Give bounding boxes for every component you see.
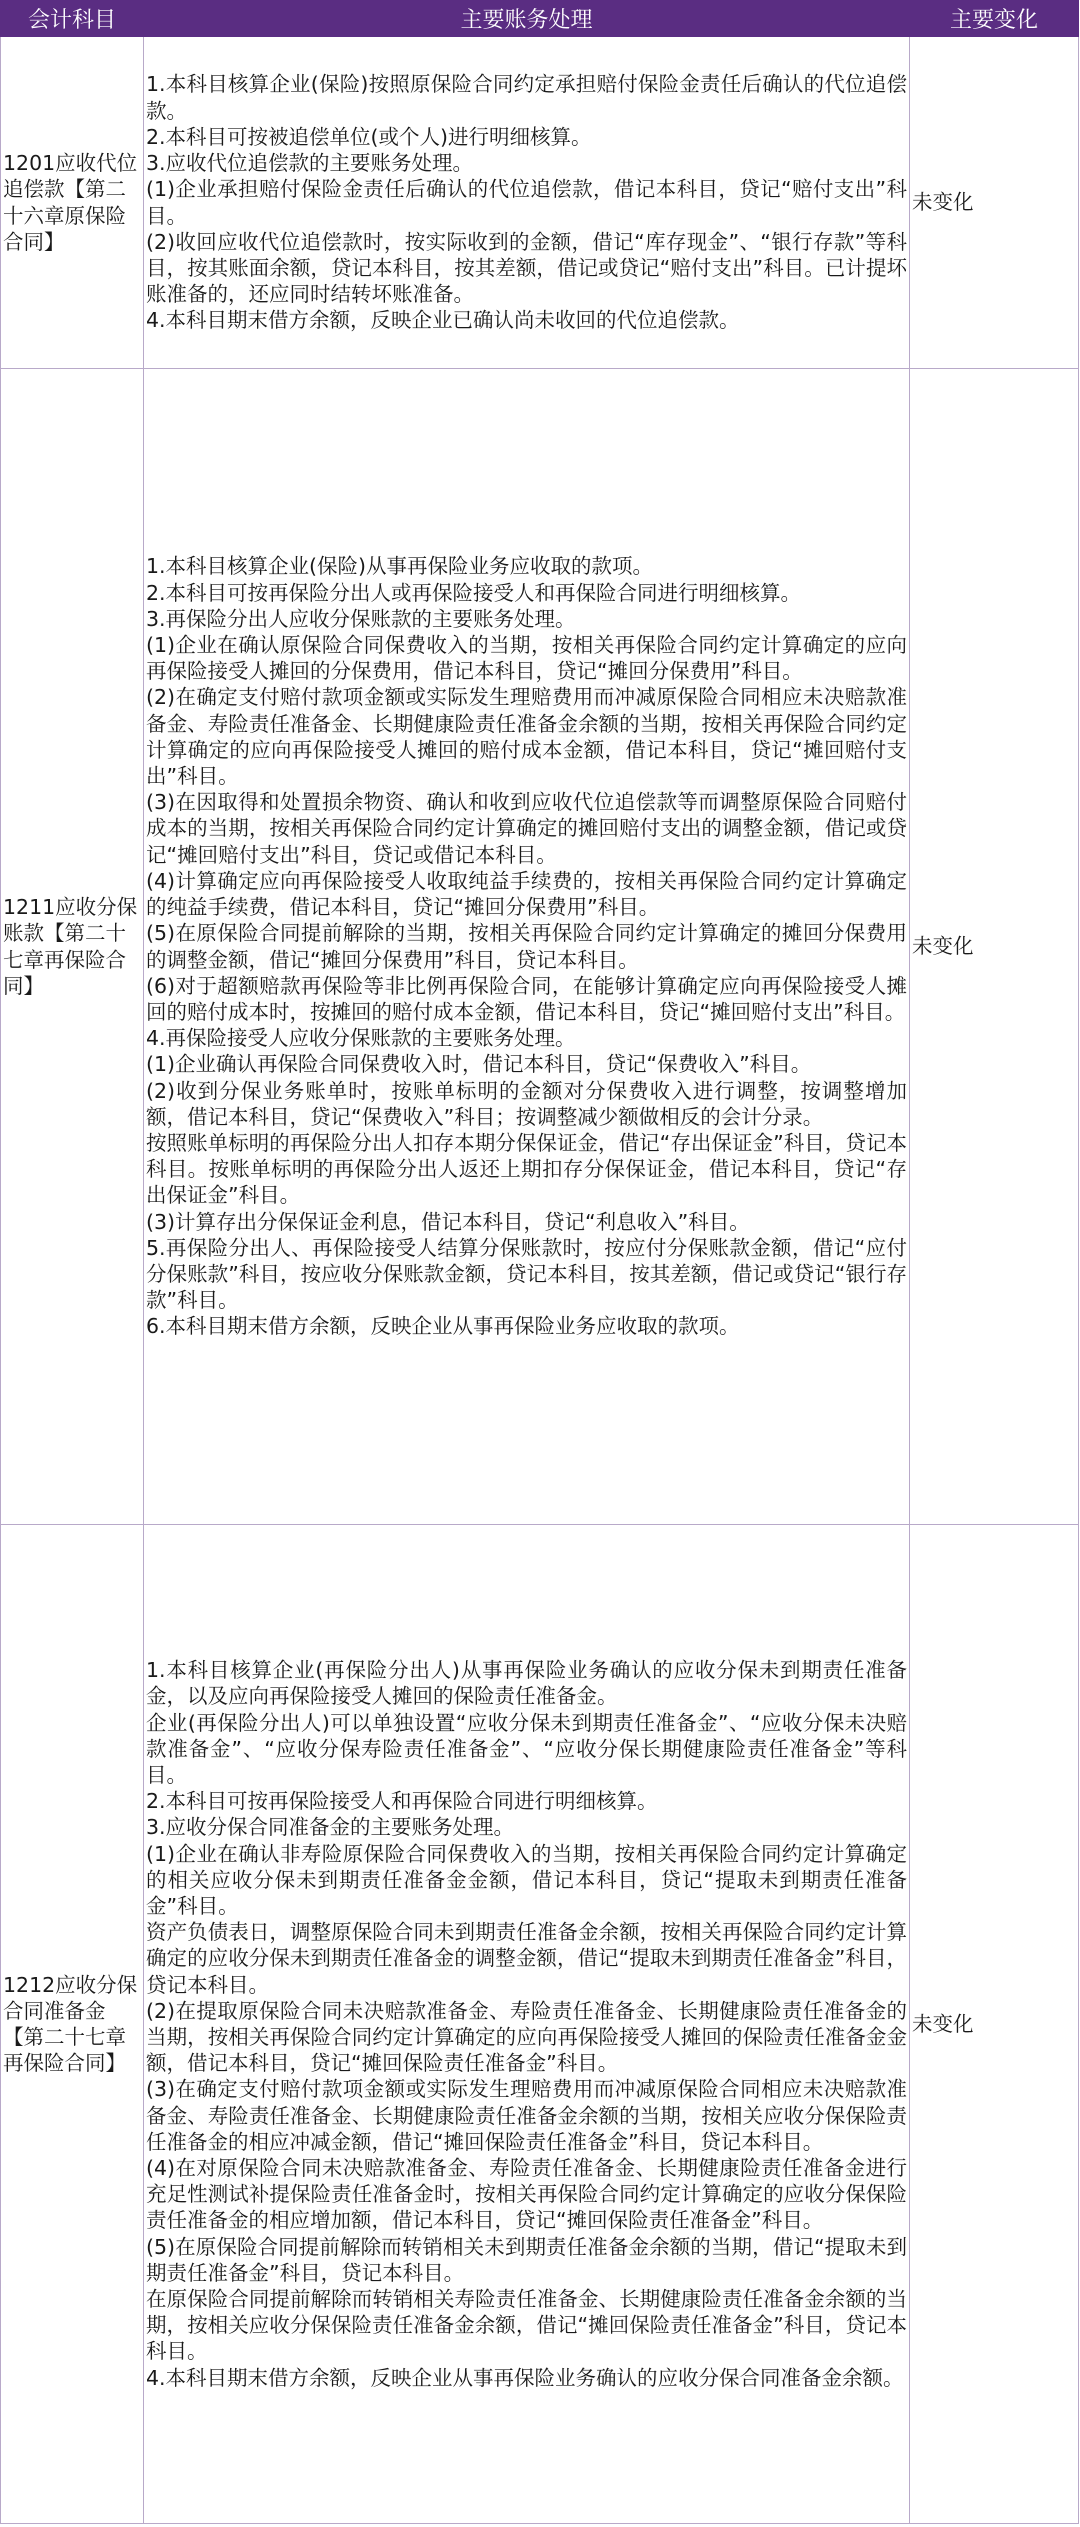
process-line: (5)在原保险合同提前解除而转销相关未到期责任准备金余额的当期，借记“提取未到期责任准备金”科目，贷记本科目。 xyxy=(146,2234,907,2285)
account-subject-cell: 1212应收分保合同准备金【第二十七章再保险合同】 xyxy=(1,1525,144,2524)
process-line: 5.再保险分出人、再保险接受人结算分保账款时，按应付分保账款金额，借记“应付分保账款”科目，按应收分保账款金额，贷记本科目，按其差额，借记或贷记“银行存款”科目。 xyxy=(146,1235,907,1313)
process-line: (3)计算存出分保保证金利息，借记本科目，贷记“利息收入”科目。 xyxy=(146,1209,750,1234)
main-change-cell: 未变化 xyxy=(910,369,1079,1525)
process-line: (1)企业承担赔付保险金责任后确认的代位追偿款，借记本科目，贷记“赔付支出”科目。 xyxy=(146,177,907,228)
process-line: 2.本科目可按被追偿单位(或个人)进行明细核算。 xyxy=(146,124,592,149)
table-row xyxy=(1,1525,1079,2524)
process-line: 4.本科目期末借方余额，反映企业从事再保险业务确认的应收分保合同准备金余额。 xyxy=(146,2365,904,2390)
process-line: 资产负债表日，调整原保险合同未到期责任准备金余额，按相关再保险合同约定计算确定的应收分保未到期责任准备金的调整金额，借记“提取未到期责任准备金”科目，贷记本科目。 xyxy=(146,1920,907,1997)
header-main-change: 主要变化 xyxy=(910,1,1079,37)
header-main-accounting: 主要账务处理 xyxy=(144,1,910,37)
process-line: (4)计算确定应向再保险接受人收取纯益手续费的，按相关再保险合同约定计算确定的纯益手续费，借记本科目，贷记“摊回分保费用”科目。 xyxy=(146,868,907,920)
process-line: (2)在确定支付赔付款项金额或实际发生理赔费用而冲减原保险合同相应未决赔款准备金、寿险责任准备金、长期健康险责任准备金余额的当期，按相关再保险合同约定计算确定的应向再保险接受人摊回的赔付成本金额，借记本科目，贷记“摊回赔付支出”科目。 xyxy=(146,685,907,789)
process-line: 3.再保险分出人应收分保账款的主要账务处理。 xyxy=(146,606,576,631)
process-line: 1.本科目核算企业(保险)从事再保险业务应收取的款项。 xyxy=(146,554,654,579)
process-line: (1)企业确认再保险合同保费收入时，借记本科目，贷记“保费收入”科目。 xyxy=(146,1052,812,1077)
process-line: 1.本科目核算企业(保险)按照原保险合同约定承担赔付保险金责任后确认的代位追偿款。 xyxy=(146,72,907,123)
process-line: (2)在提取原保险合同未决赔款准备金、寿险责任准备金、长期健康险责任准备金的当期，按相关再保险合同约定计算确定的应向再保险接受人摊回的保险责任准备金金额，借记本科目，贷记“摊回保险责任准备金”科目。 xyxy=(146,1998,907,2076)
process-line: 3.应收代位追偿款的主要账务处理。 xyxy=(146,151,474,176)
process-line: 2.本科目可按再保险接受人和再保险合同进行明细核算。 xyxy=(146,1789,658,1814)
process-line: (2)收到分保业务账单时，按账单标明的金额对分保费收入进行调整，按调整增加额，借记本科目，贷记“保费收入”科目；按调整减少额做相反的会计分录。 xyxy=(146,1078,907,1129)
process-line: 1.本科目核算企业(再保险分出人)从事再保险业务确认的应收分保未到期责任准备金，以及应向再保险接受人摊回的保险责任准备金。 xyxy=(146,1658,907,1709)
accounting-process-cell xyxy=(144,369,910,1525)
process-line: 按照账单标明的再保险分出人扣存本期分保保证金，借记“存出保证金”科目，贷记本科目。按账单标明的再保险分出人返还上期扣存分保保证金，借记本科目，贷记“存出保证金”科目。 xyxy=(146,1130,907,1208)
process-line: 4.本科目期末借方余额，反映企业已确认尚未收回的代位追偿款。 xyxy=(146,308,740,333)
process-line: 4.再保险接受人应收分保账款的主要账务处理。 xyxy=(146,1026,576,1051)
table-header-row xyxy=(1,1,1079,37)
process-line: (3)在确定支付赔付款项金额或实际发生理赔费用而冲减原保险合同相应未决赔款准备金、寿险责任准备金、长期健康险责任准备金余额的当期，按相关应收分保保险责任准备金的相应冲减金额，借记“摊回保险责任准备金”科目，贷记本科目。 xyxy=(146,2077,907,2154)
accounting-process-cell xyxy=(144,1525,910,2524)
main-change-cell: 未变化 xyxy=(910,37,1079,369)
table-row xyxy=(1,369,1079,1525)
process-line: (6)对于超额赔款再保险等非比例再保险合同，在能够计算确定应向再保险接受人摊回的赔付成本时，按摊回的赔付成本金额，借记本科目，贷记“摊回赔付支出”科目。 xyxy=(146,973,907,1024)
process-line: 3.应收分保合同准备金的主要账务处理。 xyxy=(146,1815,515,1840)
process-line: 2.本科目可按再保险分出人或再保险接受人和再保险合同进行明细核算。 xyxy=(146,580,802,605)
process-line: 6.本科目期末借方余额，反映企业从事再保险业务应收取的款项。 xyxy=(146,1314,740,1339)
process-line: (4)在对原保险合同未决赔款准备金、寿险责任准备金、长期健康险责任准备金进行充足性测试补提保险责任准备金时，按相关再保险合同约定计算确定的应收分保保险责任准备金的相应增加额，借记本科目，贷记“摊回保险责任准备金”科目。 xyxy=(146,2156,907,2233)
process-line: (2)收回应收代位追偿款时，按实际收到的金额，借记“库存现金”、“银行存款”等科目，按其账面余额，贷记本科目，按其差额，借记或贷记“赔付支出”科目。已计提坏账准备的，还应同时结转坏账准备。 xyxy=(146,229,907,307)
process-line: (5)在原保险合同提前解除的当期，按相关再保险合同约定计算确定的摊回分保费用的调整金额，借记“摊回分保费用”科目，贷记本科目。 xyxy=(146,921,907,972)
main-change-cell: 未变化 xyxy=(910,1525,1079,2524)
account-subject-cell: 1211应收分保账款【第二十七章再保险合同】 xyxy=(1,369,144,1525)
process-line: (1)企业在确认原保险合同保费收入的当期，按相关再保险合同约定计算确定的应向再保险接受人摊回的分保费用，借记本科目，贷记“摊回分保费用”科目。 xyxy=(146,633,907,684)
accounting-process-cell xyxy=(144,37,910,369)
table-row xyxy=(1,37,1079,369)
account-subject-cell: 1201应收代位追偿款【第二十六章原保险合同】 xyxy=(1,37,144,369)
process-line: (3)在因取得和处置损余物资、确认和收到应收代位追偿款等而调整原保险合同赔付成本的当期，按相关再保险合同约定计算确定的摊回赔付支出的调整金额，借记或贷记“摊回赔付支出”科目，贷记或借记本科目。 xyxy=(146,790,907,867)
process-line: (1)企业在确认非寿险原保险合同保费收入的当期，按相关再保险合同约定计算确定的相关应收分保未到期责任准备金金额，借记本科目，贷记“提取未到期责任准备金”科目。 xyxy=(146,1841,907,1918)
header-account-subject: 会计科目 xyxy=(1,1,144,37)
process-line: 企业(再保险分出人)可以单独设置“应收分保未到期责任准备金”、“应收分保未决赔款准备金”、“应收分保寿险责任准备金”、“应收分保长期健康险责任准备金”等科目。 xyxy=(146,1710,907,1787)
process-line: 在原保险合同提前解除而转销相关寿险责任准备金、长期健康险责任准备金余额的当期，按相关应收分保保险责任准备金余额，借记“摊回保险责任准备金”科目，贷记本科目。 xyxy=(146,2287,907,2364)
